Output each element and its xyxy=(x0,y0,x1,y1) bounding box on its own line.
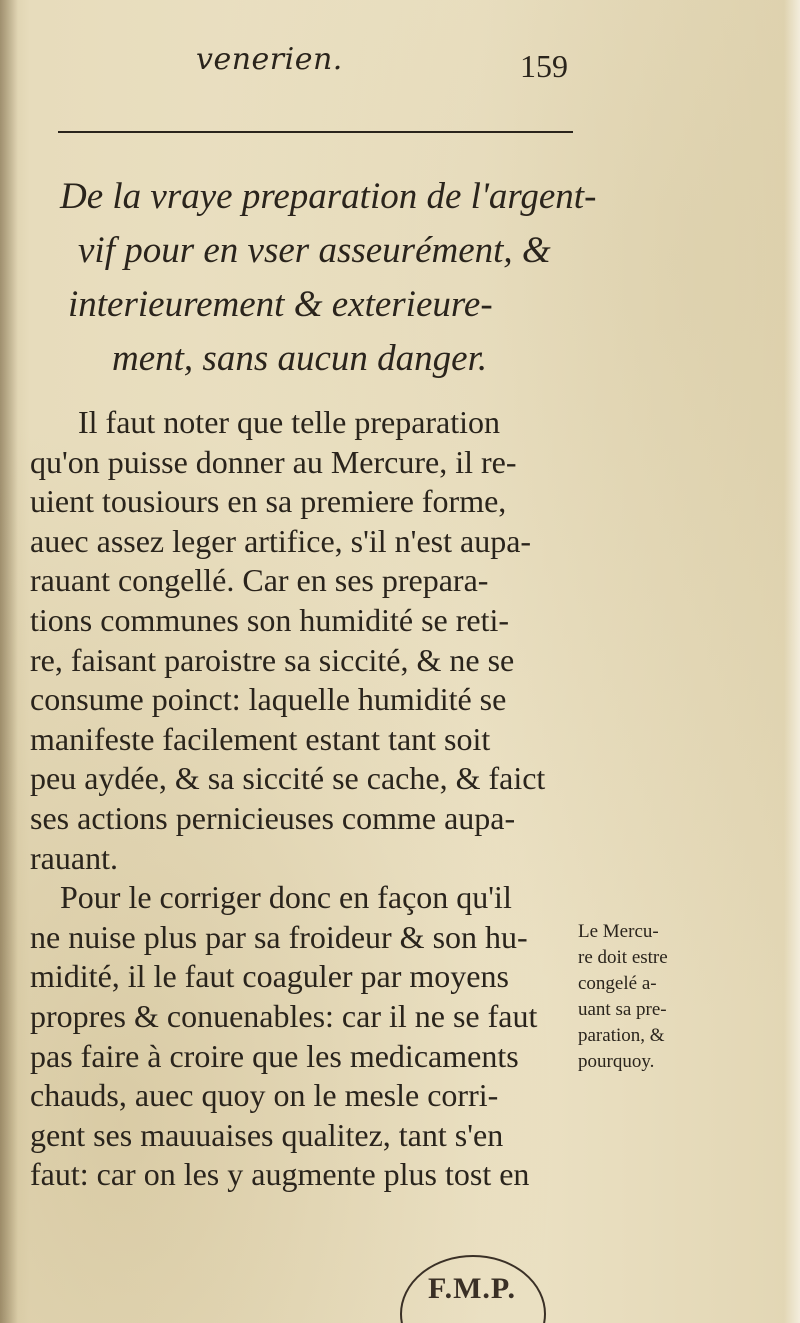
margin-note-line: congelé a- xyxy=(578,973,657,994)
heading-line: interieurement & exterieure- xyxy=(68,284,493,325)
text-line: ses actions pernicieuses comme aupa- xyxy=(30,799,516,836)
page-edge xyxy=(784,0,800,1323)
stamp-text: F.M.P. xyxy=(428,1272,516,1305)
body-text xyxy=(30,403,575,1195)
heading-line: De la vraye preparation de l'argent- xyxy=(60,176,597,217)
margin-note-line: Le Mercu- xyxy=(578,921,659,942)
text-line: qu'on puisse donner au Mercure, il re- xyxy=(30,443,517,480)
page-number: 159 xyxy=(520,48,568,84)
library-stamp xyxy=(398,1252,548,1323)
margin-note-line: re doit estre xyxy=(578,947,668,968)
heading-line: ment, sans aucun danger. xyxy=(112,338,488,379)
heading-line: vif pour en vser asseurément, & xyxy=(78,230,551,271)
running-head: venerien. xyxy=(196,42,343,77)
text-line: rauant. xyxy=(30,839,118,876)
page-gutter-shadow xyxy=(0,0,18,1323)
margin-note xyxy=(578,919,728,1075)
text-line: Pour le corriger donc en façon qu'il xyxy=(60,879,512,916)
text-line: re, faisant paroistre sa siccité, & ne se xyxy=(30,641,515,678)
margin-note-line: pourquoy. xyxy=(578,1051,655,1072)
text-line: Il faut noter que telle preparation xyxy=(78,404,501,440)
margin-note-line: paration, & xyxy=(578,1025,665,1046)
text-line: ne nuise plus par sa froideur & son hu- xyxy=(30,918,528,955)
text-line: manifeste facilement estant tant soit xyxy=(30,720,491,757)
text-line: rauant congellé. Car en ses prepara- xyxy=(30,562,489,599)
text-line: chauds, auec quoy on le mesle corri- xyxy=(30,1077,499,1114)
text-line: pas faire à croire que les medicaments xyxy=(30,1037,519,1074)
margin-note-line: uant sa pre- xyxy=(578,999,667,1020)
section-heading xyxy=(60,170,600,386)
text-line: propres & conuenables: car il ne se faut xyxy=(30,997,538,1034)
text-line: gent ses mauuaises qualitez, tant s'en xyxy=(30,1116,504,1153)
header-rule xyxy=(58,131,573,133)
text-line: faut: car on les y augmente plus tost en xyxy=(30,1156,530,1193)
text-line: tions communes son humidité se reti- xyxy=(30,601,510,638)
text-line: peu aydée, & sa siccité se cache, & faict xyxy=(30,760,546,797)
text-line: uient tousiours en sa premiere forme, xyxy=(30,483,507,520)
text-line: auec assez leger artifice, s'il n'est aupa- xyxy=(30,522,532,559)
text-line: consume poinct: laquelle humidité se xyxy=(30,681,507,718)
text-line: midité, il le faut coaguler par moyens xyxy=(30,958,509,995)
